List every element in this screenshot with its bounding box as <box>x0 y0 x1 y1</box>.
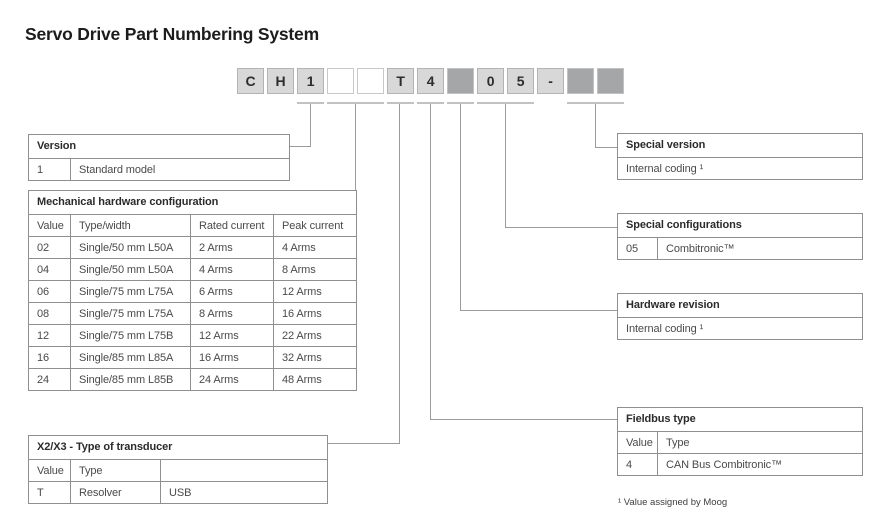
table-cell: 12 <box>29 325 71 347</box>
connector-transducer-h <box>328 443 400 444</box>
part-box-8 <box>447 68 474 94</box>
connector-fieldbus-h <box>430 419 617 420</box>
table-cell: 2 Arms <box>191 237 274 259</box>
table-cell: 8 Arms <box>191 303 274 325</box>
table-cell: Single/50 mm L50A <box>71 237 191 259</box>
table-cell: 02 <box>29 237 71 259</box>
connector-version-h <box>290 146 311 147</box>
part-number-row <box>237 68 624 94</box>
hardware-revision-table <box>617 293 863 340</box>
column-header-cell: Value <box>29 215 71 237</box>
table-cell: Single/75 mm L75A <box>71 281 191 303</box>
table-cell: 16 Arms <box>274 303 357 325</box>
hardware-revision-table-title: Hardware revision <box>617 293 863 318</box>
column-header-cell: Value <box>618 432 658 454</box>
table-cell: Single/50 mm L50A <box>71 259 191 281</box>
column-header-row <box>29 460 328 482</box>
special-version-table <box>617 133 863 180</box>
table-cell: 8 Arms <box>274 259 357 281</box>
table-cell: 32 Arms <box>274 347 357 369</box>
part-box-4 <box>327 68 354 94</box>
table-cell: 4 Arms <box>191 259 274 281</box>
connector-fieldbus-v <box>430 104 431 419</box>
table-cell: Internal coding ¹ <box>618 158 863 180</box>
special-configurations-table-title: Special configurations <box>617 213 863 238</box>
column-header-cell: Type <box>658 432 863 454</box>
mechanical-table-title: Mechanical hardware configuration <box>28 190 357 215</box>
part-box-13 <box>597 68 624 94</box>
table-row <box>29 369 357 391</box>
table-row <box>29 303 357 325</box>
table-cell: 08 <box>29 303 71 325</box>
column-header-row <box>618 432 863 454</box>
table-cell: T <box>29 482 71 504</box>
table-cell: 4 <box>618 454 658 476</box>
table-row <box>618 238 863 260</box>
version-table <box>28 134 290 181</box>
table-cell: 06 <box>29 281 71 303</box>
table-row <box>29 482 328 504</box>
connector-transducer-v <box>399 104 400 443</box>
connector-special-ver-h <box>595 147 617 148</box>
part-box-5 <box>357 68 384 94</box>
table-row <box>29 259 357 281</box>
table-cell: 24 Arms <box>191 369 274 391</box>
table-row <box>618 318 863 340</box>
part-box-3: 1 <box>297 68 324 94</box>
connector-special-ver-v <box>595 104 596 147</box>
part-box-12 <box>567 68 594 94</box>
connector-hardware-rev-v <box>460 104 461 310</box>
transducer-table-title: X2/X3 - Type of transducer <box>28 435 328 460</box>
column-header-cell: Type/width <box>71 215 191 237</box>
table-row <box>29 159 290 181</box>
connector-version-v <box>310 104 311 146</box>
special-configurations-table <box>617 213 863 260</box>
table-cell: Internal coding ¹ <box>618 318 863 340</box>
version-table-title: Version <box>28 134 290 159</box>
table-row <box>618 158 863 180</box>
table-cell: Standard model <box>71 159 290 181</box>
table-row <box>29 347 357 369</box>
table-cell: 12 Arms <box>274 281 357 303</box>
connector-hardware-rev-h <box>460 310 617 311</box>
column-header-cell: Peak current <box>274 215 357 237</box>
table-cell: 1 <box>29 159 71 181</box>
table-cell: Single/75 mm L75A <box>71 303 191 325</box>
column-header-cell: Value <box>29 460 71 482</box>
tick-bar-transducer <box>387 102 414 104</box>
part-box-6: T <box>387 68 414 94</box>
transducer-table <box>28 435 328 504</box>
table-cell: Resolver <box>71 482 161 504</box>
mechanical-table <box>28 190 357 391</box>
table-cell: Combitronic™ <box>658 238 863 260</box>
part-box-1: C <box>237 68 264 94</box>
fieldbus-table-title: Fieldbus type <box>617 407 863 432</box>
table-cell: Single/75 mm L75B <box>71 325 191 347</box>
connector-special-config-h <box>505 227 617 228</box>
fieldbus-table <box>617 407 863 476</box>
footnote: ¹ Value assigned by Moog <box>618 497 728 508</box>
page-title: Servo Drive Part Numbering System <box>25 24 319 44</box>
table-cell: CAN Bus Combitronic™ <box>658 454 863 476</box>
table-cell: 05 <box>618 238 658 260</box>
table-cell: 04 <box>29 259 71 281</box>
part-box-9: 0 <box>477 68 504 94</box>
table-row <box>29 281 357 303</box>
table-cell: 22 Arms <box>274 325 357 347</box>
part-box-7: 4 <box>417 68 444 94</box>
column-header-row <box>29 215 357 237</box>
table-cell: 48 Arms <box>274 369 357 391</box>
connector-mechanical-v <box>355 104 356 190</box>
table-cell: 6 Arms <box>191 281 274 303</box>
column-header-cell: Type <box>71 460 161 482</box>
table-cell: 24 <box>29 369 71 391</box>
table-cell: Single/85 mm L85B <box>71 369 191 391</box>
table-cell: Single/85 mm L85A <box>71 347 191 369</box>
table-cell: USB <box>161 482 328 504</box>
part-box-2: H <box>267 68 294 94</box>
table-row <box>29 237 357 259</box>
part-box-10: 5 <box>507 68 534 94</box>
table-row <box>618 454 863 476</box>
column-header-cell <box>161 460 328 482</box>
table-cell: 12 Arms <box>191 325 274 347</box>
table-cell: 4 Arms <box>274 237 357 259</box>
connector-special-config-v <box>505 104 506 227</box>
special-version-table-title: Special version <box>617 133 863 158</box>
table-cell: 16 <box>29 347 71 369</box>
column-header-cell: Rated current <box>191 215 274 237</box>
part-box-11: - <box>537 68 564 94</box>
table-cell: 16 Arms <box>191 347 274 369</box>
table-row <box>29 325 357 347</box>
